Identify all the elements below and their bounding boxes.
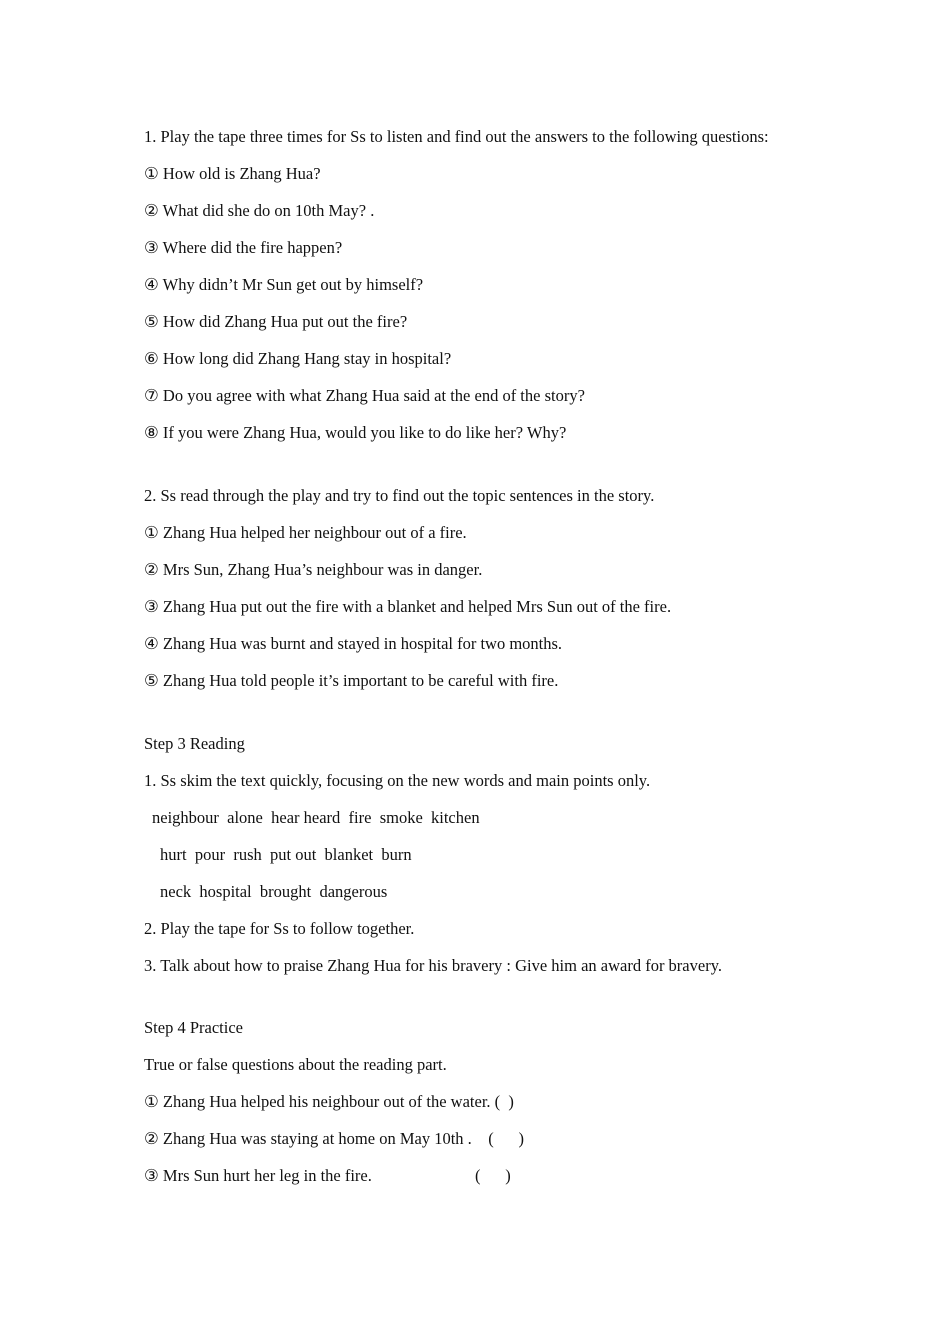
step3-item-3: 3. Talk about how to praise Zhang Hua for his bravery : Give him an award for bravery. — [144, 956, 722, 975]
question-5: ⑤ How did Zhang Hua put out the fire? — [144, 312, 408, 331]
question-7: ⑦ Do you agree with what Zhang Hua said at the end of the story? — [144, 386, 585, 405]
topic-sentence-4: ④ Zhang Hua was burnt and stayed in hospital for two months. — [144, 634, 563, 653]
true-false-question-3: ③ Mrs Sun hurt her leg in the fire. ( ) — [144, 1166, 511, 1185]
topic-sentence-1: ① Zhang Hua helped her neighbour out of a fire. — [144, 523, 467, 542]
vocab-line-2: hurt pour rush put out blanket burn — [160, 845, 412, 864]
question-6: ⑥ How long did Zhang Hang stay in hospital? — [144, 349, 452, 368]
question-3: ③ Where did the fire happen? — [144, 238, 343, 257]
true-false-question-2: ② Zhang Hua was staying at home on May 10th . ( ) — [144, 1129, 525, 1148]
topic-sentence-2: ② Mrs Sun, Zhang Hua’s neighbour was in danger. — [144, 560, 483, 579]
step3-title: Step 3 Reading — [144, 734, 245, 753]
section2-heading: 2. Ss read through the play and try to find out the topic sentences in the story. — [144, 486, 655, 505]
step3-item-1: 1. Ss skim the text quickly, focusing on the new words and main points only. — [144, 771, 651, 790]
vocab-line-1: neighbour alone hear heard fire smoke kitchen — [152, 808, 480, 827]
step3-item-2: 2. Play the tape for Ss to follow together. — [144, 919, 415, 938]
vocab-line-3: neck hospital brought dangerous — [160, 882, 388, 901]
step4-title: Step 4 Practice — [144, 1018, 243, 1037]
question-2: ② What did she do on 10th May? . — [144, 201, 375, 220]
true-false-question-1: ① Zhang Hua helped his neighbour out of the water. ( ) — [144, 1092, 514, 1111]
question-1: ① How old is Zhang Hua? — [144, 164, 321, 183]
topic-sentence-5: ⑤ Zhang Hua told people it’s important to be careful with fire. — [144, 671, 559, 690]
question-8: ⑧ If you were Zhang Hua, would you like to do like her? Why? — [144, 423, 567, 442]
question-4: ④ Why didn’t Mr Sun get out by himself? — [144, 275, 424, 294]
step4-intro: True or false questions about the reading part. — [144, 1055, 447, 1074]
section1-heading: 1. Play the tape three times for Ss to listen and find out the answers to the following questions: — [144, 127, 769, 146]
topic-sentence-3: ③ Zhang Hua put out the fire with a blanket and helped Mrs Sun out of the fire. — [144, 597, 672, 616]
